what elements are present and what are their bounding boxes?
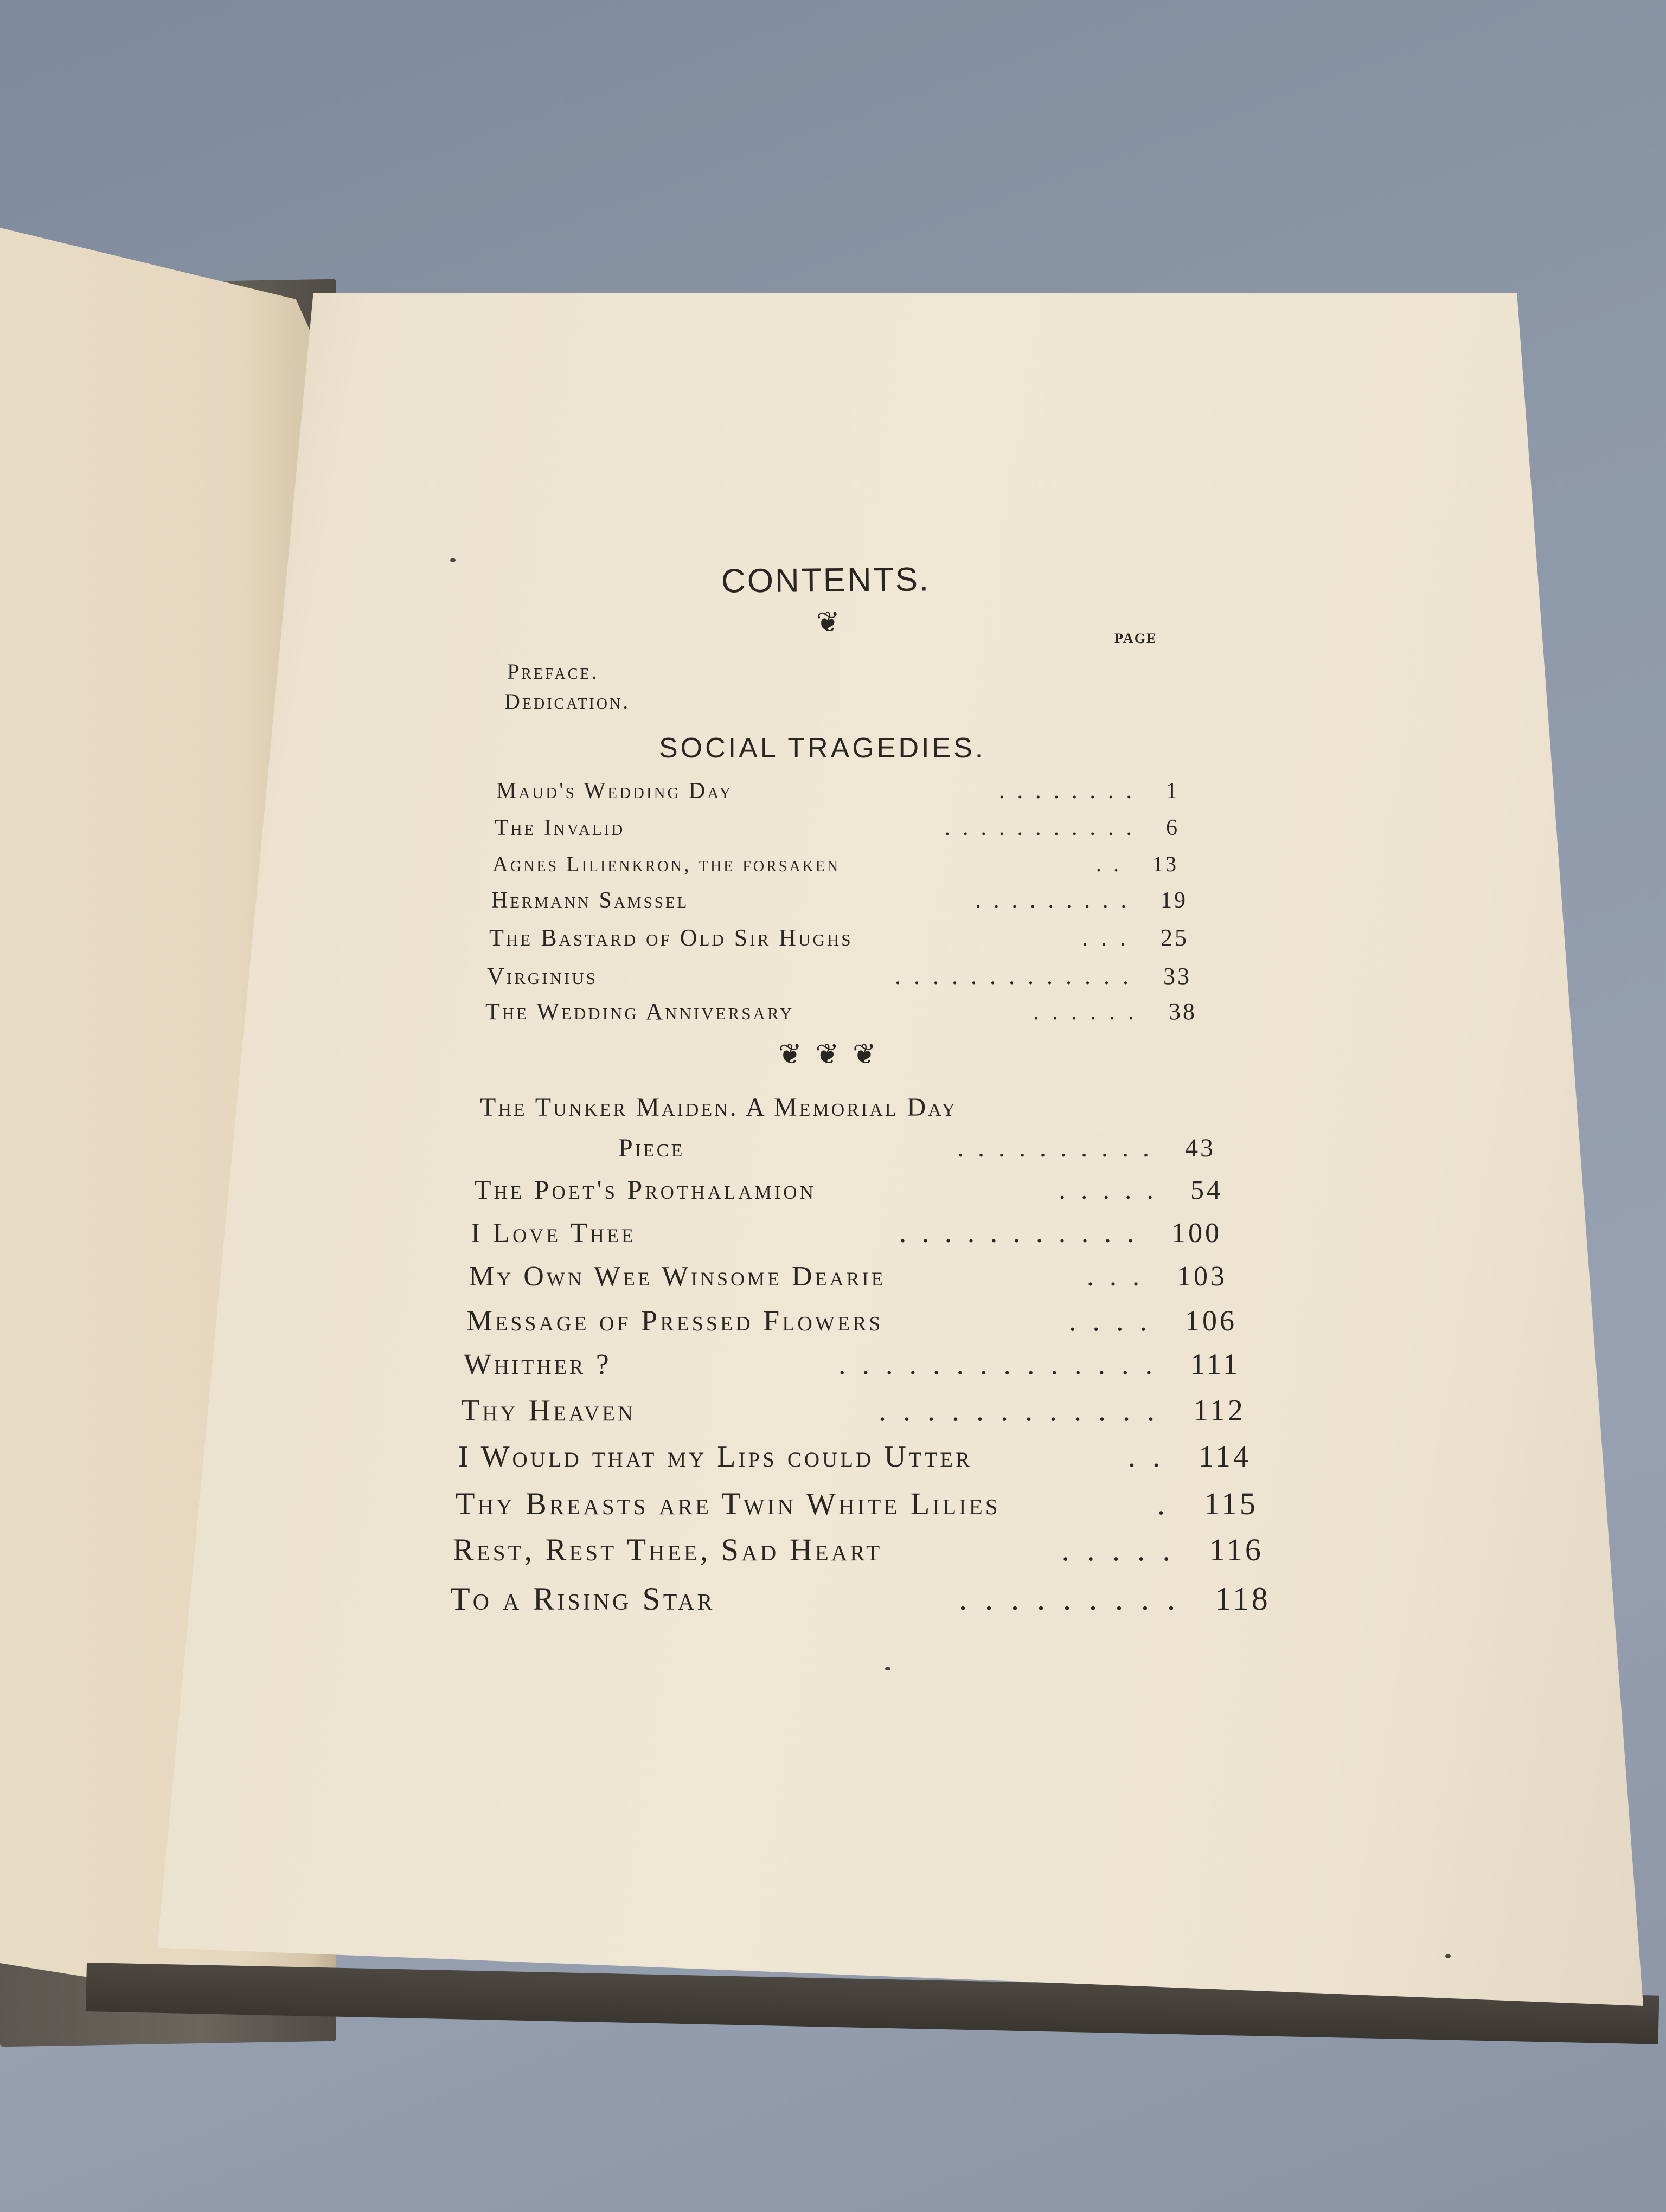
toc-page-number: 103 xyxy=(1177,1261,1227,1292)
toc-page-number: 106 xyxy=(1185,1304,1237,1337)
toc-page-number: 19 xyxy=(1161,888,1188,913)
toc-leader-dots: ... xyxy=(1082,924,1139,951)
toc-entry-title: Hermann Samssel xyxy=(491,888,689,913)
ornament-triple-icon: ❦ ❦ ❦ xyxy=(778,1039,880,1070)
toc-page-number: 115 xyxy=(1204,1486,1258,1521)
section-title: SOCIAL TRAGEDIES. xyxy=(659,732,986,764)
toc-leader-dots: ..... xyxy=(1061,1532,1188,1567)
front-matter-preface: Preface. xyxy=(507,659,599,684)
paper-speck xyxy=(450,558,456,562)
page-column-label: PAGE xyxy=(1114,631,1157,646)
toc-entry-title: My Own Wee Winsome Dearie xyxy=(469,1261,886,1292)
paper-speck xyxy=(885,1667,890,1670)
toc-page-number: 33 xyxy=(1163,963,1191,989)
toc-entry-title: Virginius xyxy=(487,963,598,989)
toc-leader-dots: .. xyxy=(1096,852,1131,876)
toc-entry-title: Agnes Lilienkron, the forsaken xyxy=(492,852,841,876)
toc-entry-title: I Love Thee xyxy=(471,1218,636,1249)
toc-entry-title: Maud's Wedding Day xyxy=(496,779,733,803)
front-matter-dedication: Dedication. xyxy=(504,689,631,713)
toc-leader-dots: .. xyxy=(1128,1440,1177,1474)
ornament-icon: ❦ xyxy=(816,607,840,638)
toc-leader-dots: ..... xyxy=(1059,1174,1169,1205)
page-title: CONTENTS. xyxy=(721,561,931,600)
toc-entry-title: Thy Heaven xyxy=(461,1394,636,1427)
toc-page-number: 54 xyxy=(1190,1174,1223,1205)
toc-entry-title: The Invalid xyxy=(495,815,625,840)
toc-page-number: 13 xyxy=(1152,852,1178,876)
toc-leader-dots: ......... xyxy=(959,1581,1193,1617)
toc-leader-dots: .... xyxy=(1069,1304,1163,1337)
toc-page-number: 25 xyxy=(1161,924,1189,951)
toc-entry-title: Thy Breasts are Twin White Lilies xyxy=(456,1486,1001,1521)
toc-entry-title: The Bastard of Old Sir Hughs xyxy=(489,924,853,951)
toc-entry-title: To a Rising Star xyxy=(450,1581,715,1617)
toc-page-number: 111 xyxy=(1190,1348,1240,1380)
toc-leader-dots: ........ xyxy=(999,779,1144,803)
toc-page-number: 6 xyxy=(1166,815,1180,840)
toc-page-number: 116 xyxy=(1209,1532,1264,1567)
toc-entry-title: Piece xyxy=(618,1134,685,1162)
toc-leader-dots: ............ xyxy=(879,1394,1171,1427)
toc-page-number: 112 xyxy=(1193,1394,1246,1427)
toc-leader-dots: ........... xyxy=(944,815,1144,840)
toc-entry-title: The Poet's Prothalamion xyxy=(475,1174,816,1205)
toc-leader-dots: . xyxy=(1157,1486,1182,1521)
toc-entry-title: The Tunker Maiden. A Memorial Day xyxy=(480,1093,958,1122)
toc-entry-title: I Would that my Lips could Utter xyxy=(458,1440,973,1474)
toc-entry-title: Whither ? xyxy=(464,1348,612,1380)
toc-leader-dots: ......... xyxy=(975,888,1139,913)
toc-leader-dots: .......... xyxy=(957,1134,1163,1162)
toc-entry-title: Rest, Rest Thee, Sad Heart xyxy=(453,1532,883,1567)
toc-entry-title: The Wedding Anniversary xyxy=(485,998,794,1025)
toc-page-number: 100 xyxy=(1171,1218,1222,1249)
toc-page-number: 114 xyxy=(1199,1440,1251,1474)
toc-page-number: 1 xyxy=(1166,779,1180,803)
toc-leader-dots: ........... xyxy=(899,1218,1150,1249)
toc-leader-dots: ...... xyxy=(1033,998,1147,1025)
toc-page-number: 38 xyxy=(1169,998,1197,1025)
toc-page-number: 43 xyxy=(1185,1134,1215,1162)
toc-leader-dots: .............. xyxy=(838,1348,1169,1380)
paper-speck xyxy=(1445,1954,1451,1958)
toc-leader-dots: ... xyxy=(1087,1261,1155,1292)
toc-entry-title: Message of Pressed Flowers xyxy=(466,1304,883,1337)
toc-leader-dots: ............. xyxy=(895,963,1142,989)
toc-page-number: 118 xyxy=(1215,1581,1271,1617)
